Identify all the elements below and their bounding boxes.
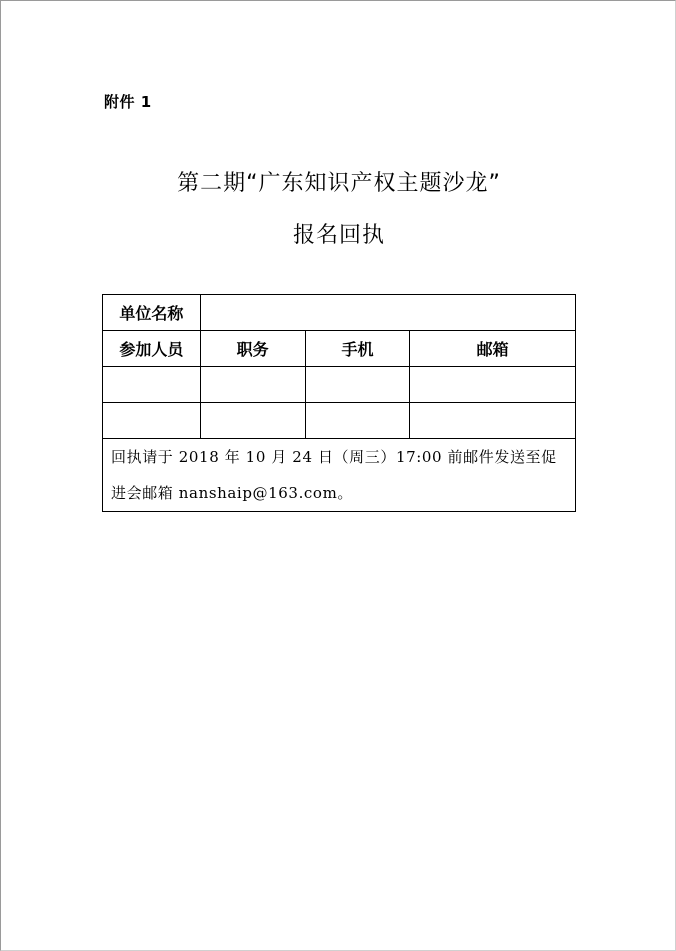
- position-cell[interactable]: [200, 367, 305, 403]
- document-subtitle: 报名回执: [292, 223, 385, 248]
- unit-name-field[interactable]: [200, 295, 575, 331]
- participant-cell[interactable]: [103, 367, 201, 403]
- participant-cell[interactable]: [103, 403, 201, 439]
- registration-form-table: [102, 294, 576, 512]
- column-header-email: 邮箱: [410, 331, 576, 367]
- table-header-row: [103, 331, 576, 367]
- document-title: 第二期“广东知识产权主题沙龙”: [177, 171, 501, 196]
- position-cell[interactable]: [200, 403, 305, 439]
- column-header-position: 职务: [200, 331, 305, 367]
- unit-name-row: [103, 295, 576, 331]
- submission-note: 回执请于 2018 年 10 月 24 日（周三）17:00 前邮件发送至促进会邮箱 nanshaip@163.com。: [103, 439, 576, 512]
- phone-cell[interactable]: [305, 403, 410, 439]
- email-cell[interactable]: [410, 403, 576, 439]
- attachment-label: 附件 1: [104, 93, 152, 111]
- note-row: [103, 439, 576, 512]
- column-header-phone: 手机: [305, 331, 410, 367]
- unit-name-label: 单位名称: [103, 295, 201, 331]
- phone-cell[interactable]: [305, 367, 410, 403]
- email-cell[interactable]: [410, 367, 576, 403]
- table-row: [103, 403, 576, 439]
- table-row: [103, 367, 576, 403]
- column-header-participant: 参加人员: [103, 331, 201, 367]
